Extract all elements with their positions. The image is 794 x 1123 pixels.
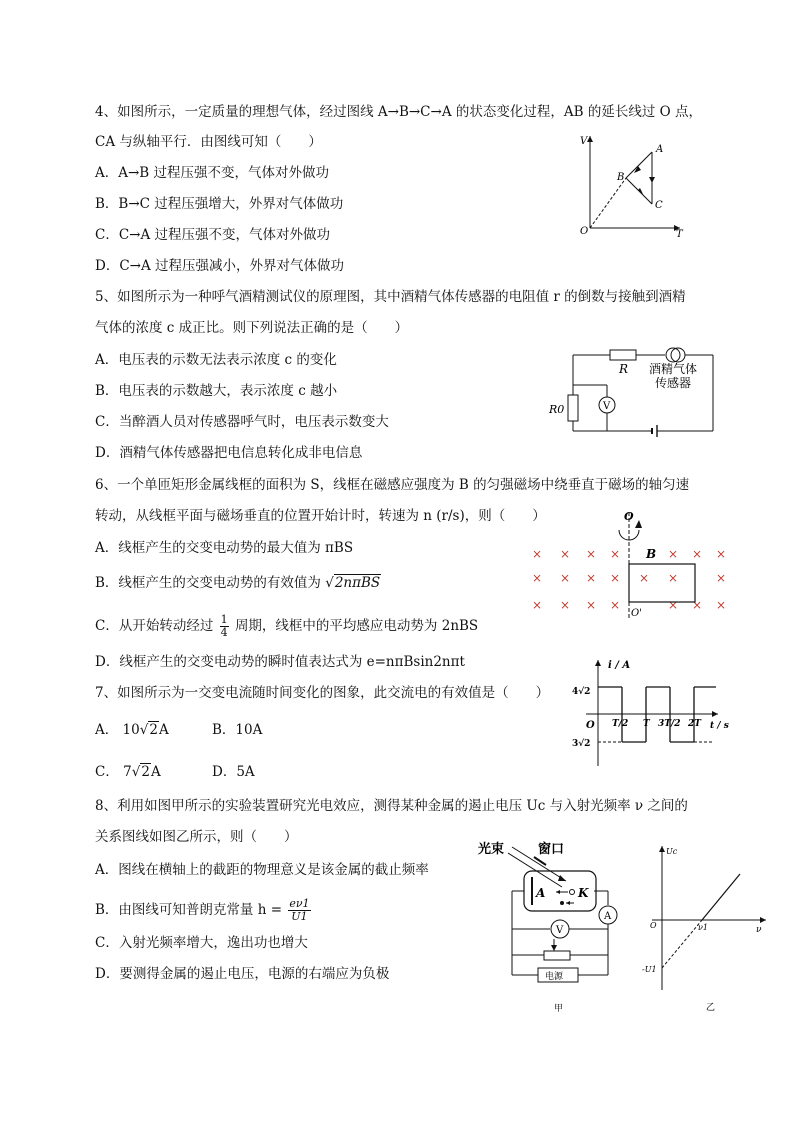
svg-text:×: ×	[532, 598, 543, 612]
q8-u1-label: -U1	[642, 965, 657, 974]
q6-option-b-math: 2nπBS	[334, 575, 381, 591]
q6-option-a: A．线框产生的交变电动势的最大值为 πBS	[95, 540, 354, 556]
svg-text:×: ×	[532, 571, 543, 585]
svg-text:×: ×	[586, 571, 597, 585]
q8-voltmeter-label: V	[556, 925, 564, 936]
q6-option-b	[95, 574, 381, 592]
q7-option-a	[95, 721, 169, 739]
q8-option-d: D．要测得金属的遏止电压，电源的右端应为负极	[95, 966, 390, 982]
svg-text:×: ×	[668, 598, 679, 612]
svg-text:×: ×	[716, 547, 727, 561]
q8-stem-line1: 8、利用如图甲所示的实验装置研究光电效应，测得某种金属的遏止电压 Uc 与入射光频率 ν 之间的	[95, 798, 688, 814]
svg-text:×: ×	[560, 598, 571, 612]
q7-option-a-unit: A	[158, 722, 169, 738]
q8-fig1-caption: 甲	[554, 1004, 564, 1014]
q8-stem-line2: 关系图线如图乙所示，则（ ）	[95, 829, 298, 845]
q8-option-c: C．入射光频率增大，逸出功也增大	[95, 935, 308, 951]
q8-fig2-caption: 乙	[706, 1003, 716, 1013]
q4-axis-v-label: V	[580, 136, 588, 147]
q6-option-c-text-post: 周期，线框中的平均感应电动势为 2nBS	[234, 618, 479, 634]
q8-cathode-label: K	[578, 886, 589, 900]
svg-text:×: ×	[586, 547, 597, 561]
q5-option-d: D．酒精气体传感器把电信息转化成非电信息	[95, 445, 363, 461]
q7-option-c-unit: A	[150, 764, 161, 780]
q8-origin-label: O	[650, 921, 657, 930]
q7-axis-i-label: i / A	[608, 660, 631, 671]
q7-tick-half-t: T/2	[612, 719, 629, 729]
q4-point-c: C	[655, 200, 663, 211]
q8-window-label: 窗口	[538, 842, 565, 857]
q8-beam-label: 光束	[478, 842, 505, 857]
svg-text:×: ×	[668, 547, 679, 561]
q5-stem-line2: 气体的浓度 c 成正比。则下列说法正确的是（ ）	[95, 320, 409, 336]
q7-option-c-sqrt-sign: √	[131, 764, 141, 780]
svg-text:×: ×	[716, 571, 727, 585]
q5-voltmeter-label: V	[603, 401, 611, 412]
q6-magnetic-field-diagram	[528, 506, 728, 624]
q4-stem-line1: 4、如图所示，一定质量的理想气体，经过图线 A→B→C→A 的状态变化过程，AB 的延长线过 O 点，	[95, 104, 702, 120]
q7-option-d: D．5A	[212, 764, 255, 780]
q8-source-label: 电源	[545, 972, 564, 982]
q8-option-b-num: eν1	[289, 897, 310, 910]
q5-resistor-r0-label: R0	[549, 403, 565, 416]
q8-ammeter-label: A	[604, 911, 612, 922]
svg-text:×: ×	[610, 547, 621, 561]
svg-text:×: ×	[560, 571, 571, 585]
svg-text:×: ×	[586, 598, 597, 612]
svg-text:×: ×	[532, 547, 543, 561]
svg-text:×: ×	[668, 571, 679, 585]
q6-axis-bottom-label: O'	[631, 608, 642, 619]
q8-option-a: A．图线在横轴上的截距的物理意义是该金属的截止频率	[95, 862, 429, 878]
q6-option-c-num: 1	[220, 613, 228, 626]
svg-text:×: ×	[610, 598, 621, 612]
q6-axis-top-label: O	[624, 510, 634, 523]
q5-stem-line1: 5、如图所示为一种呼气酒精测试仪的原理图，其中酒精气体传感器的电阻值 r 的倒数与接触到酒精	[95, 289, 686, 305]
q8-option-b-den: U1	[291, 910, 308, 923]
q7-option-a-sqrt-sign: √	[139, 722, 149, 738]
q6-option-c-den: 4	[220, 626, 228, 639]
q8-axis-nu-label: ν	[756, 925, 762, 935]
q4-origin-label: O	[580, 226, 589, 237]
q6-option-b-sqrt-sign: √	[325, 575, 334, 591]
q7-bottom-value-label: 3√2	[572, 739, 591, 749]
svg-text:×: ×	[716, 598, 727, 612]
q6-field-b-label: B	[646, 547, 657, 561]
q6-stem-line2: 转动，从线框平面与磁场垂直的位置开始计时，转速为 n (r/s)，则（ ）	[95, 508, 546, 524]
q7-option-c-coef: 7	[123, 764, 132, 780]
q4-axis-t-label: T	[676, 229, 683, 238]
q6-option-d: D．线框产生的交变电动势的瞬时值表达式为 e=nπBsin2nπt	[95, 654, 465, 670]
svg-text:×: ×	[692, 598, 703, 612]
q7-option-a-label: A．	[95, 722, 119, 738]
q6-option-c-fraction	[220, 614, 229, 639]
q7-option-c-radicand: 2	[141, 764, 150, 780]
q8-axis-uc-label: Uc	[666, 847, 678, 856]
svg-text:×: ×	[692, 547, 703, 561]
q7-tick-2t: 2T	[688, 719, 701, 729]
q4-point-b: B	[617, 172, 625, 183]
q7-origin-label: O	[586, 720, 595, 731]
q7-axis-t-label: t / s	[710, 721, 729, 731]
svg-text:×: ×	[610, 571, 621, 585]
q4-point-a: A	[656, 144, 664, 155]
q8-cutoff-voltage-graph	[640, 838, 770, 1016]
q7-option-c-label: C．	[95, 764, 119, 780]
svg-text:×: ×	[639, 571, 650, 585]
q6-option-c	[95, 614, 478, 639]
q7-current-graph	[566, 654, 736, 770]
q4-stem-line2: CA 与纵轴平行．由图线可知（ ）	[95, 134, 322, 150]
q8-option-b-text: B．由图线可知普朗克常量 h =	[95, 902, 283, 918]
q5-option-b: B．电压表的示数越大，表示浓度 c 越小	[95, 383, 338, 399]
q8-photoelectric-apparatus	[478, 835, 628, 1017]
q7-option-a-radicand: 2	[149, 722, 158, 738]
q4-vt-diagram	[570, 128, 690, 238]
q4-option-c: C．C→A 过程压强不变，气体对外做功	[95, 227, 331, 243]
q5-circuit-diagram	[545, 345, 725, 440]
q5-sensor-label-1: 酒精气体	[649, 362, 698, 376]
q5-option-c: C．当醉酒人员对传感器呼气时，电压表示数变大	[95, 414, 389, 430]
q4-option-d: D．C→A 过程压强减小，外界对气体做功	[95, 258, 345, 274]
q7-tick-three-half-t: 3T/2	[658, 719, 681, 729]
q6-option-c-text-pre: C．从开始转动经过	[95, 618, 214, 634]
q4-option-a: A．A→B 过程压强不变，气体对外做功	[95, 165, 330, 181]
q6-option-b-text: B．线框产生的交变电动势的有效值为	[95, 575, 321, 591]
q7-top-value-label: 4√2	[572, 687, 591, 697]
q5-option-a: A．电压表的示数无法表示浓度 c 的变化	[95, 352, 337, 368]
q7-stem: 7、如图所示为一交变电流随时间变化的图象，此交流电的有效值是（ ）	[95, 685, 550, 701]
q4-option-b: B．B→C 过程压强增大，外界对气体做功	[95, 196, 344, 212]
q8-option-b	[95, 898, 313, 923]
q7-option-c	[95, 763, 161, 781]
q5-sensor-label-2: 传感器	[655, 376, 692, 390]
q7-option-b: B．10A	[212, 722, 263, 738]
q7-tick-t: T	[643, 719, 650, 729]
q8-nu1-label: ν1	[698, 923, 708, 932]
q8-anode-label: A	[536, 886, 546, 900]
q5-resistor-r-label: R	[619, 362, 629, 376]
q8-option-b-fraction	[288, 898, 310, 923]
q6-stem-line1: 6、一个单匝矩形金属线框的面积为 S，线框在磁感应强度为 B 的匀强磁场中绕垂直于磁场的轴匀速	[95, 477, 690, 493]
svg-text:×: ×	[560, 547, 571, 561]
q7-option-a-coef: 10	[122, 722, 140, 738]
